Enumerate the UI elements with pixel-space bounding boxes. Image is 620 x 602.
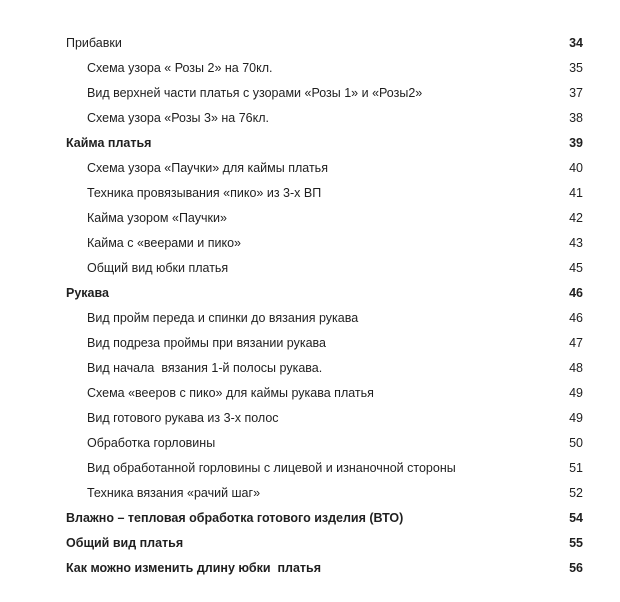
toc-entry-page-number: 54	[569, 511, 583, 525]
toc-entry[interactable]	[0, 506, 620, 531]
toc-entry[interactable]	[0, 481, 620, 506]
toc-entry-title: Схема «вееров с пико» для каймы рукава платья	[87, 386, 374, 400]
toc-entry[interactable]	[0, 281, 620, 306]
toc-entry-page-number: 35	[569, 61, 583, 75]
toc-entry-title: Вид начала вязания 1-й полосы рукава.	[87, 361, 323, 375]
toc-entry-title: Вид обработанной горловины с лицевой и изнаночной стороны	[87, 461, 456, 475]
toc-entry[interactable]	[0, 206, 620, 231]
toc-entry-title: Техника провязывания «пико» из 3-х ВП	[87, 186, 322, 200]
toc-entry[interactable]	[0, 406, 620, 431]
toc-entry-page-number: 55	[569, 536, 583, 550]
toc-entry[interactable]	[0, 531, 620, 556]
toc-entry-title: Вид подреза проймы при вязании рукава	[87, 336, 326, 350]
toc-entry-page-number: 51	[569, 461, 583, 475]
toc-entry-page-number: 48	[569, 361, 583, 375]
toc-entry[interactable]	[0, 131, 620, 156]
toc-entry[interactable]	[0, 81, 620, 106]
toc-entry[interactable]	[0, 31, 620, 56]
toc-entry[interactable]	[0, 431, 620, 456]
toc-entry[interactable]	[0, 331, 620, 356]
toc-entry[interactable]	[0, 556, 620, 581]
toc-entry[interactable]	[0, 156, 620, 181]
toc-entry-page-number: 47	[569, 336, 583, 350]
toc-entry-title: Вид верхней части платья с узорами «Розы 1» и «Розы2»	[87, 86, 423, 100]
toc-entry-page-number: 40	[569, 161, 583, 175]
toc-entry-title: Техника вязания «рачий шаг»	[87, 486, 261, 500]
toc-entry[interactable]	[0, 56, 620, 81]
toc-entry-title: Общий вид платья	[66, 536, 184, 550]
toc-entry-page-number: 52	[569, 486, 583, 500]
toc-entry-page-number: 50	[569, 436, 583, 450]
toc-entry-title: Обработка горловины	[87, 436, 216, 450]
toc-entry-title: Рукава	[66, 286, 109, 300]
toc-entry-page-number: 42	[569, 211, 583, 225]
toc-entry-title: Кайма с «веерами и пико»	[87, 236, 241, 250]
toc-entry-title: Кайма платья	[66, 136, 152, 150]
toc-entry-page-number: 45	[569, 261, 583, 275]
toc-entry[interactable]	[0, 356, 620, 381]
toc-entry-title: Схема узора «Розы 3» на 76кл.	[87, 111, 270, 125]
toc-entry-page-number: 49	[569, 411, 583, 425]
toc-entry-page-number: 49	[569, 386, 583, 400]
toc-entry-title: Влажно – тепловая обработка готового изделия (ВТО)	[66, 511, 404, 525]
toc-entry-title: Схема узора « Розы 2» на 70кл.	[87, 61, 273, 75]
toc-entry[interactable]	[0, 381, 620, 406]
toc-entry-page-number: 56	[569, 561, 583, 575]
toc-entry-title: Вид готового рукава из 3-х полос	[87, 411, 279, 425]
toc-entry-page-number: 41	[569, 186, 583, 200]
toc-entry[interactable]	[0, 181, 620, 206]
toc-entry[interactable]	[0, 231, 620, 256]
toc-entry-title: Прибавки	[66, 36, 122, 50]
toc-entry-page-number: 39	[569, 136, 583, 150]
toc-entry-page-number: 37	[569, 86, 583, 100]
toc-entry-title: Как можно изменить длину юбки платья	[66, 561, 322, 575]
toc-entry-page-number: 43	[569, 236, 583, 250]
toc-entry-page-number: 34	[569, 36, 583, 50]
toc-entry-title: Схема узора «Паучки» для каймы платья	[87, 161, 328, 175]
toc-entry-page-number: 46	[569, 311, 583, 325]
toc-entry-title: Вид пройм переда и спинки до вязания рукава	[87, 311, 359, 325]
toc-entry[interactable]	[0, 106, 620, 131]
toc-entry-title: Кайма узором «Паучки»	[87, 211, 227, 225]
toc-entry-page-number: 38	[569, 111, 583, 125]
toc-entry[interactable]	[0, 456, 620, 481]
toc-entry[interactable]	[0, 256, 620, 281]
toc-entry-page-number: 46	[569, 286, 583, 300]
toc-entry[interactable]	[0, 306, 620, 331]
toc-entry-title: Общий вид юбки платья	[87, 261, 229, 275]
table-of-contents	[0, 31, 620, 581]
